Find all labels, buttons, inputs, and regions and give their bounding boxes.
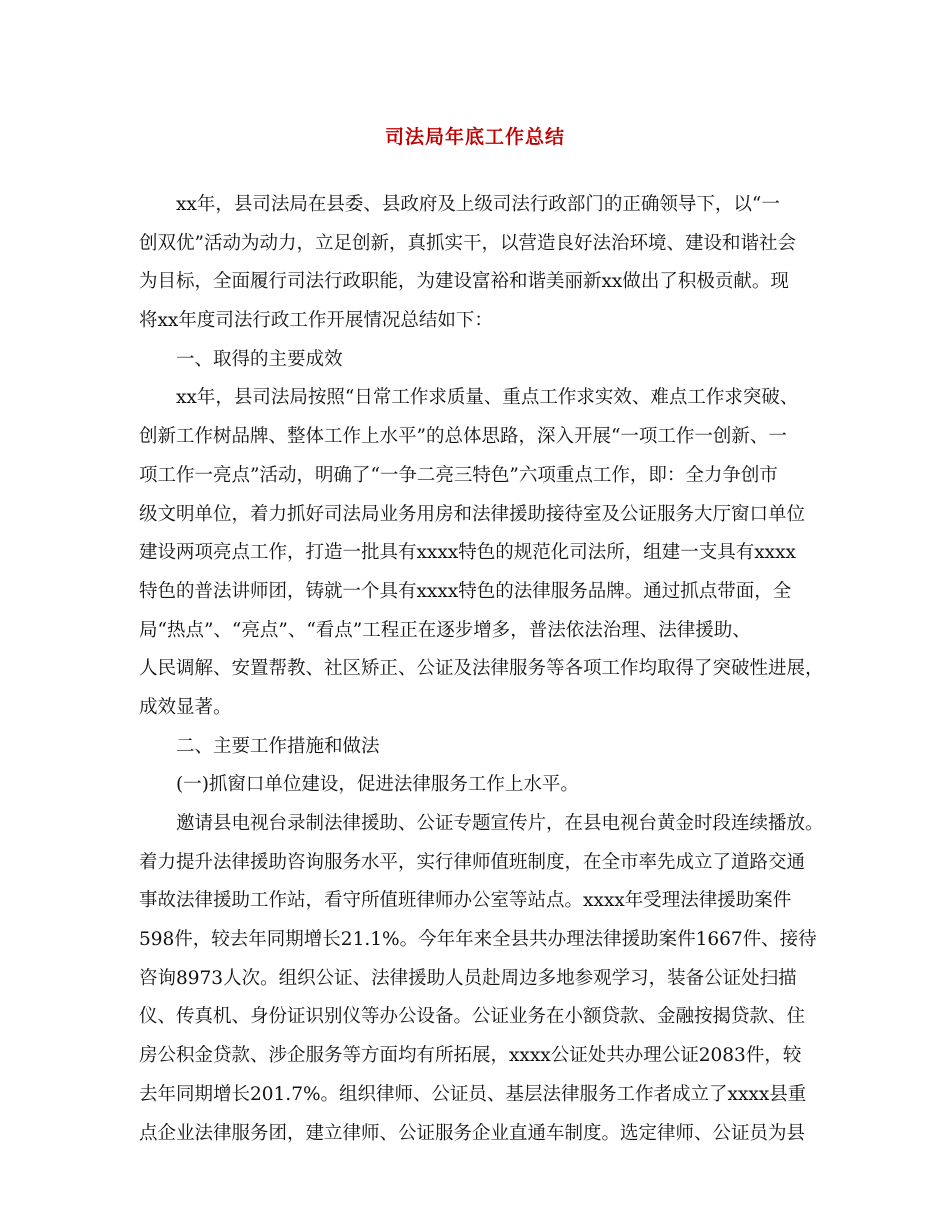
paragraph-line: 项工作一亮点”活动，明确了“一争二亮三特色”六项重点工作，即：全力争创市 [139, 464, 778, 486]
paragraph-line: 咨询8973人次。组织公证、法律援助人员赴周边多地参观学习，装备公证处扫描 [139, 967, 797, 989]
paragraph-line: xx年，县司法局在县委、县政府及上级司法行政部门的正确领导下，以“一 [176, 194, 780, 215]
paragraph-line: 特色的普法讲师团，铸就一个具有xxxx特色的法律服务品牌。通过抓点带面，全 [139, 580, 792, 602]
paragraph-line: 为目标，全面履行司法行政职能，为建设富裕和谐美丽新xx做出了积极贡献。现 [139, 271, 789, 293]
paragraph-line: 邀请县电视台录制法律援助、公证专题宣传片，在县电视台黄金时段连续播放。 [176, 813, 824, 834]
paragraph-line: 房公积金贷款、涉企服务等方面均有所拓展，xxxx公证处共办理公证2083件，较 [139, 1045, 802, 1067]
document-title: 司法局年底工作总结 [384, 126, 565, 148]
paragraph-line: 将xx年度司法行政工作开展情况总结如下： [139, 310, 493, 332]
document-body [139, 186, 829, 1153]
paragraph-line: xx年，县司法局按照“日常工作求质量、重点工作求实效、难点工作求突破、 [176, 387, 799, 409]
paragraph-line: 仪、传真机、身份证识别仪等办公设备。公证业务在小额贷款、金融按揭贷款、住 [139, 1006, 806, 1028]
paragraph-line: 着力提升法律援助咨询服务水平，实行律师值班制度，在全市率先成立了道路交通 [139, 851, 806, 873]
paragraph-line: 局“热点”、“亮点”、“看点”工程正在逐步增多，普法依法治理、法律援助、 [139, 619, 751, 641]
paragraph-line: 人民调解、安置帮教、社区矫正、公证及法律服务等各项工作均取得了突破性进展， [139, 658, 824, 680]
section-heading: 二、主要工作措施和做法 [176, 735, 380, 757]
paragraph-line: 去年同期增长201.7%。组织律师、公证员、基层法律服务工作者成立了xxxx县重 [139, 1083, 807, 1105]
paragraph-line: 598件，较去年同期增长21.1%。今年年来全县共办理法律援助案件1667件、接待 [139, 929, 817, 951]
paragraph-line: 点企业法律服务团，建立律师、公证服务企业直通车制度。选定律师、公证员为县 [139, 1122, 806, 1144]
paragraph-line: 创双优”活动为动力，立足创新，真抓实干，以营造良好法治环境、建设和谐社会 [139, 232, 796, 254]
subsection-heading: (一)抓窗口单位建设，促进法律服务工作上水平。 [176, 774, 579, 796]
paragraph-line: 级文明单位，着力抓好司法局业务用房和法律援助接待室及公证服务大厅窗口单位 [139, 503, 806, 525]
paragraph-line: 建设两项亮点工作，打造一批具有xxxx特色的规范化司法所，组建一支具有xxxx [139, 542, 796, 564]
paragraph-line: 事故法律援助工作站，看守所值班律师办公室等站点。xxxx年受理法律援助案件 [139, 890, 792, 912]
paragraph-line: 成效显著。 [139, 696, 232, 718]
paragraph-line: 创新工作树品牌、整体工作上水平”的总体思路，深入开展“一项工作一创新、一 [139, 426, 787, 448]
section-heading: 一、取得的主要成效 [176, 348, 343, 370]
